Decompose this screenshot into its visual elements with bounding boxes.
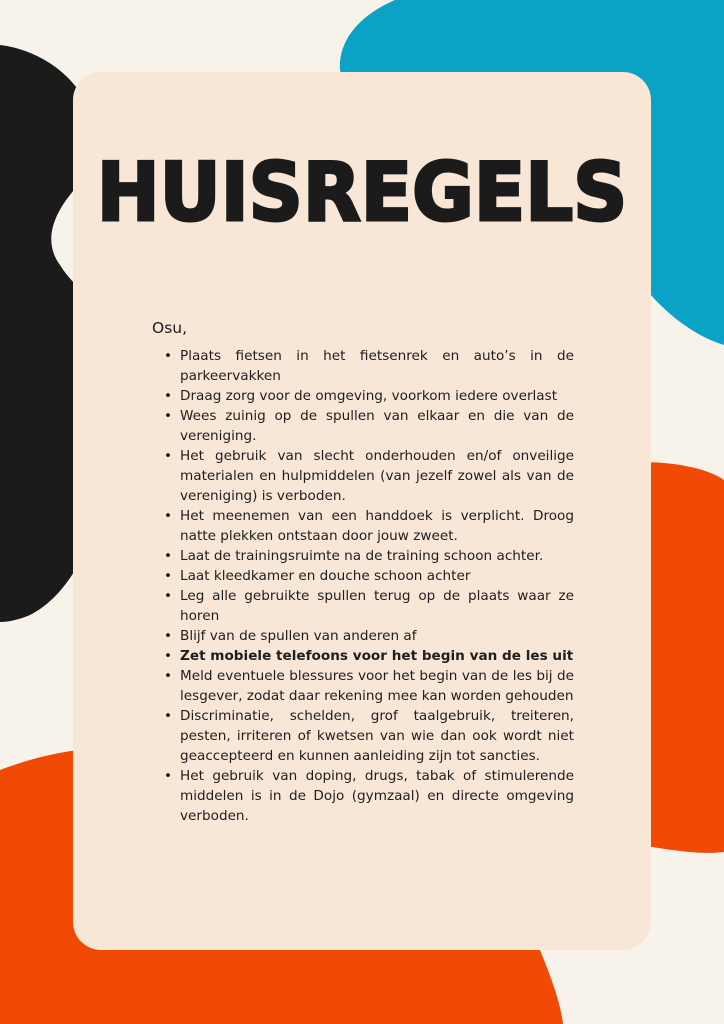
- list-item: [163, 346, 574, 386]
- bullet-icon: •: [163, 548, 173, 564]
- list-item: [163, 586, 574, 626]
- list-item: [163, 626, 574, 646]
- bullet-icon: •: [163, 448, 173, 464]
- rule-text: Laat de trainingsruimte na de training schoon achter.: [180, 548, 544, 564]
- list-item: [163, 386, 574, 406]
- list-item: [163, 566, 574, 586]
- rules-content: [152, 318, 574, 826]
- bullet-icon: •: [163, 568, 173, 584]
- rule-text: Het meenemen van een handdoek is verplicht. Droog natte plekken ontstaan door jouw zweet.: [180, 508, 574, 544]
- rule-text: Het gebruik van doping, drugs, tabak of stimulerende middelen is in de Dojo (gymzaal) en directe omgeving verboden.: [180, 768, 574, 824]
- bullet-icon: •: [163, 508, 173, 524]
- rule-text: Blijf van de spullen van anderen af: [180, 628, 417, 644]
- rule-text: Meld eventuele blessures voor het begin van de les bij de lesgever, zodat daar rekening mee kan worden gehouden: [180, 668, 574, 704]
- bullet-icon: •: [163, 348, 173, 364]
- rule-text: Draag zorg voor de omgeving, voorkom iedere overlast: [180, 388, 558, 404]
- list-item: [163, 406, 574, 446]
- rule-text: Het gebruik van slecht onderhouden en/of onveilige materialen en hulpmiddelen (van jezelf zowel als van de vereniging) is verboden.: [180, 448, 574, 504]
- bullet-icon: •: [163, 708, 173, 724]
- greeting: Osu,: [152, 319, 188, 337]
- list-item: [163, 446, 574, 506]
- bullet-icon: •: [163, 588, 173, 604]
- rule-text: Laat kleedkamer en douche schoon achter: [180, 568, 471, 584]
- bullet-icon: •: [163, 768, 173, 784]
- orange-shape-right: [640, 462, 724, 853]
- list-item: [163, 506, 574, 546]
- bullet-icon: •: [163, 388, 173, 404]
- rule-text: Discriminatie, schelden, grof taalgebruik, treiteren, pesten, irriteren of kwetsen van wie dan ook wordt niet geaccepteerd en kunnen aanleiding zijn tot sancties.: [180, 708, 574, 764]
- bullet-icon: •: [163, 668, 173, 684]
- rules-list: [152, 346, 574, 826]
- list-item: [163, 646, 574, 666]
- rule-text: Leg alle gebruikte spullen terug op de plaats waar ze horen: [180, 588, 574, 624]
- list-item: [163, 546, 574, 566]
- rule-text: Wees zuinig op de spullen van elkaar en die van de vereniging.: [180, 408, 574, 444]
- rule-text: Zet mobiele telefoons voor het begin van de les uit: [180, 648, 574, 664]
- bullet-icon: •: [163, 648, 173, 664]
- bullet-icon: •: [163, 408, 173, 424]
- list-item: [163, 666, 574, 706]
- page-title: HUISREGELS: [96, 146, 628, 239]
- rule-text: Plaats fietsen in het fietsenrek en auto’s in de parkeervakken: [180, 348, 574, 384]
- list-item: [163, 766, 574, 826]
- list-item: [163, 706, 574, 766]
- bullet-icon: •: [163, 628, 173, 644]
